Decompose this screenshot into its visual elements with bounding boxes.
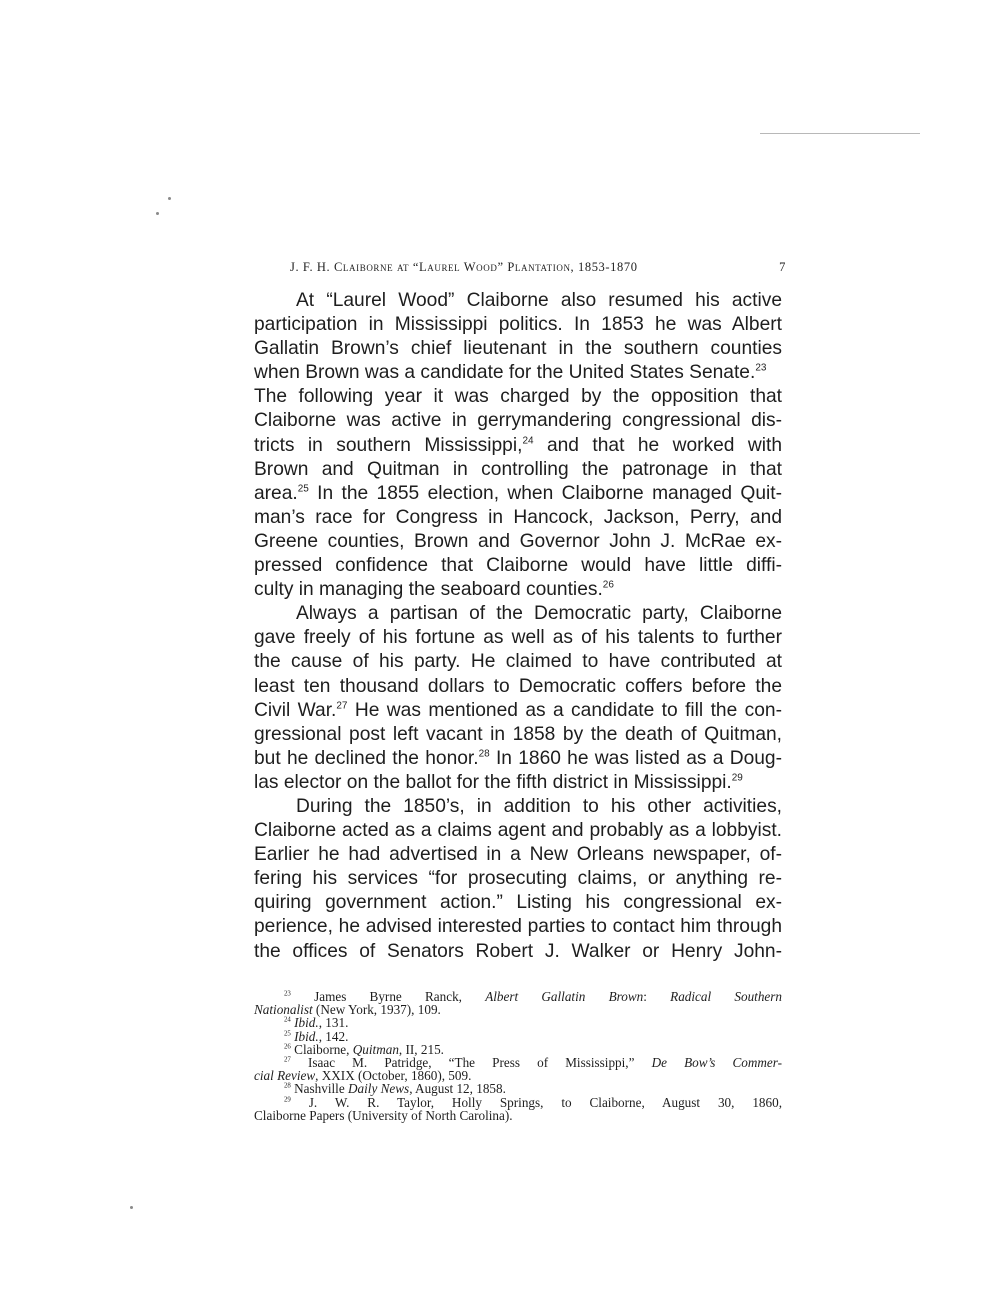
text-line: participation in Mississippi politics. In 1853 he was Albert xyxy=(254,314,782,336)
scan-speck xyxy=(168,197,171,200)
text-line xyxy=(254,771,782,795)
footnote-text: Nashville xyxy=(294,1081,348,1097)
footnote-italic: Ibid. xyxy=(294,1028,319,1044)
footnote-text: , XXIX (October, 1860), 509. xyxy=(315,1068,472,1084)
scan-edge-rule xyxy=(760,133,920,134)
line-text: when Brown was a candidate for the United States Senate. xyxy=(254,362,756,384)
footnote-text: Claiborne Papers (University of North Carolina). xyxy=(254,1107,513,1123)
line-text: las elector on the ballot for the fifth district in Mississippi. xyxy=(254,771,732,793)
page-number: 7 xyxy=(779,260,786,274)
text-line: Earlier he had advertised in a New Orleans newspaper, of- xyxy=(254,844,782,866)
paragraph xyxy=(254,289,782,602)
text-line: the offices of Senators Robert J. Walker or Henry John- xyxy=(254,940,782,962)
footnote-italic: Albert Gallatin Brown xyxy=(485,989,644,1004)
footnote-29-cont xyxy=(254,1109,782,1122)
paragraph xyxy=(254,602,782,795)
footnote-italic: De Bow’s Commer- xyxy=(651,1055,782,1071)
footnote-ref: 27 xyxy=(336,700,348,712)
text-line: gave freely of his fortune as well as of his talents to further xyxy=(254,627,782,649)
footnote-ref: 26 xyxy=(602,579,614,591)
text-line: Gallatin Brown’s chief lieutenant in the southern counties xyxy=(254,338,782,360)
text-line: least ten thousand dollars to Democratic coffers before the xyxy=(254,675,782,697)
line-text: and that he worked with xyxy=(533,434,782,456)
footnote-italic: Quitman xyxy=(352,1041,399,1057)
footnote-number: 25 xyxy=(284,1030,291,1038)
text-line: During the 1850’s, in addition to his other activities, xyxy=(296,795,782,817)
running-head-title: J. F. H. Claiborne at “Laurel Wood” Plantation, 1853-1870 xyxy=(290,260,638,274)
scan-speck xyxy=(130,1206,133,1209)
footnote-ref: 28 xyxy=(478,748,490,760)
line-text: He was mentioned as a candidate to fill the con- xyxy=(347,699,782,721)
footnote-ref: 25 xyxy=(297,483,309,495)
footnote-number: 27 xyxy=(284,1056,291,1064)
footnote-text: : xyxy=(643,989,671,1004)
footnote-italic: Ibid. xyxy=(294,1015,319,1031)
text-line: fering his services “for prosecuting claims, or anything re- xyxy=(254,868,782,890)
text-line: pressed confidence that Claiborne would have little diffi- xyxy=(254,555,782,577)
line-text: culty in managing the seaboard counties. xyxy=(254,579,603,601)
line-text: In the 1855 election, when Claiborne managed Quit- xyxy=(308,482,782,504)
line-text: but he declined the honor. xyxy=(254,747,479,769)
footnote-text: , 131. xyxy=(318,1015,349,1031)
footnote-text: Isaac M. Patridge, “The Press of Mississippi,” xyxy=(307,1055,652,1071)
paragraph xyxy=(254,795,782,964)
footnotes xyxy=(254,990,782,1122)
footnote-number: 23 xyxy=(284,990,291,998)
footnote-number: 29 xyxy=(284,1096,291,1104)
text-line: the cause of his party. He claimed to have contributed at xyxy=(254,651,782,673)
footnote-text: , 142. xyxy=(318,1028,349,1044)
text-line xyxy=(254,434,782,458)
footnote-italic: Radical Southern xyxy=(670,989,782,1004)
footnote-text: (New York, 1937), 109. xyxy=(312,1002,441,1018)
footnote-italic: Daily News xyxy=(348,1081,410,1097)
footnote-number: 28 xyxy=(284,1083,291,1091)
text-line: man’s race for Congress in Hancock, Jackson, Perry, and xyxy=(254,506,782,528)
running-head xyxy=(290,260,786,275)
text-line xyxy=(254,361,782,385)
text-line: gressional post left vacant in 1858 by the death of Quitman, xyxy=(254,723,782,745)
text-line: Claiborne acted as a claims agent and probably as a lobbyist. xyxy=(254,820,782,842)
text-line: Brown and Quitman in controlling the patronage in that xyxy=(254,458,782,480)
text-line xyxy=(254,482,782,506)
footnote-text: Claiborne, xyxy=(294,1041,353,1057)
footnote-italic: Nationalist xyxy=(254,1002,313,1018)
footnote-text: , II, 215. xyxy=(398,1041,444,1057)
line-text: area. xyxy=(254,482,298,504)
footnote-number: 24 xyxy=(284,1017,291,1025)
text-line: The following year it was charged by the opposition that xyxy=(254,386,782,408)
text-line xyxy=(254,747,782,771)
text-line: Claiborne was active in gerrymandering congressional dis- xyxy=(254,410,782,432)
text-line xyxy=(254,699,782,723)
footnote-text: , August 12, 1858. xyxy=(409,1081,506,1097)
scan-speck xyxy=(156,212,159,215)
line-text: In 1860 he was listed as a Doug- xyxy=(489,747,782,769)
text-line: Greene counties, Brown and Governor John J. McRae ex- xyxy=(254,530,782,552)
footnote-text: James Byrne Ranck, xyxy=(314,989,486,1004)
text-line: quiring government action.” Listing his congressional ex- xyxy=(254,892,782,914)
text-line: At “Laurel Wood” Claiborne also resumed his active xyxy=(296,290,782,311)
footnote-number: 26 xyxy=(284,1043,291,1051)
line-text: Civil War. xyxy=(254,699,337,721)
footnote-ref: 24 xyxy=(522,435,534,447)
text-line: Always a partisan of the Democratic party, Claiborne xyxy=(296,603,782,625)
footnote-text: J. W. R. Taylor, Holly Springs, to Claiborne, August 30, 1860, xyxy=(308,1094,783,1110)
footnote-italic: cial Review xyxy=(254,1068,316,1084)
text-line: perience, he advised interested parties to contact him through xyxy=(254,916,782,938)
body-text xyxy=(254,289,782,964)
footnote-ref: 29 xyxy=(731,772,743,784)
text-line xyxy=(254,578,782,602)
footnote-ref: 23 xyxy=(755,362,767,374)
line-text: tricts in southern Mississippi, xyxy=(254,434,523,456)
